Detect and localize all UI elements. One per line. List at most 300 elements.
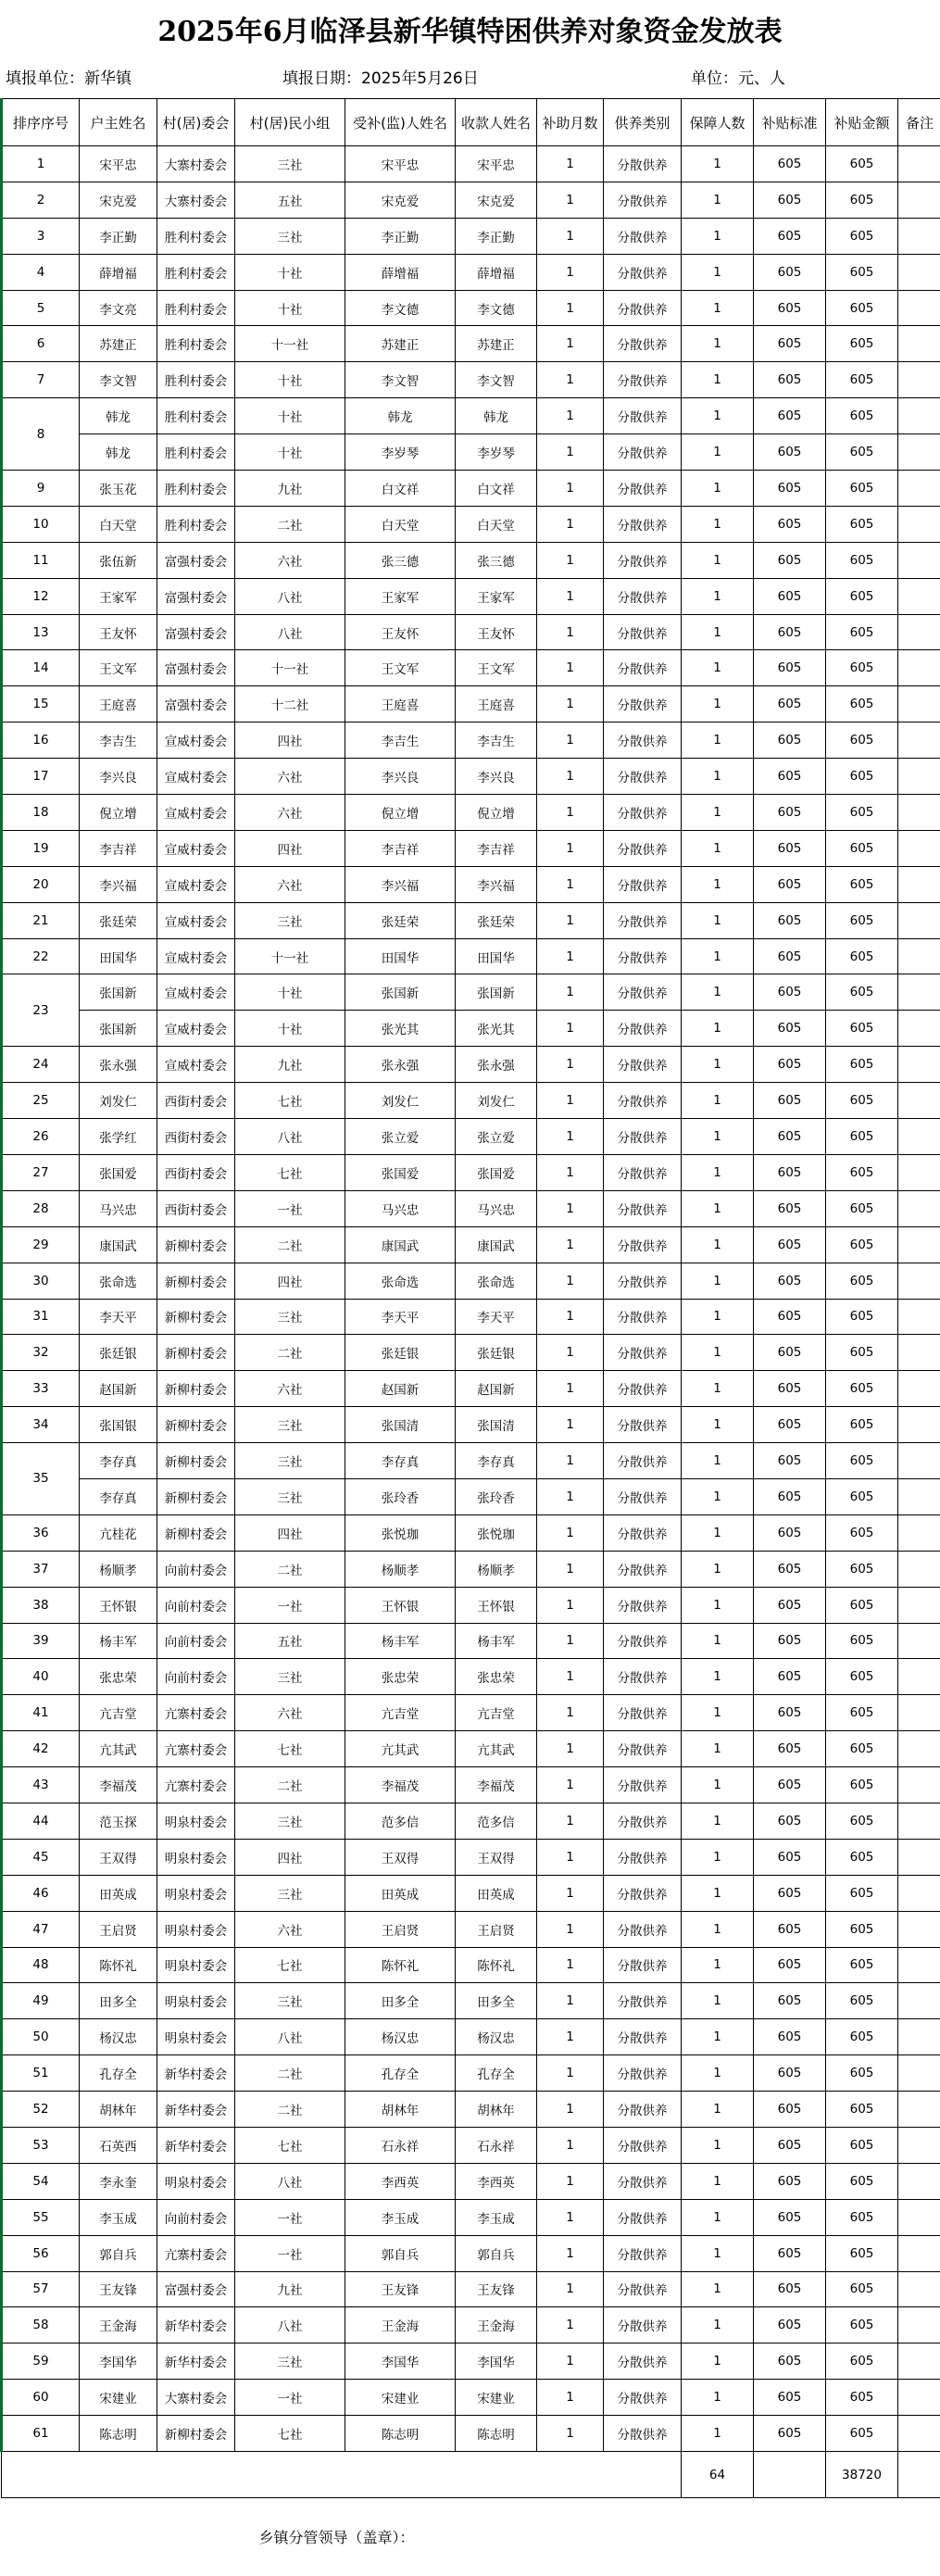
- recipient-cell: 李兴良: [345, 759, 456, 795]
- household-head-cell: 王家军: [80, 578, 157, 614]
- type-cell: 分散供养: [604, 2055, 682, 2092]
- recipient-cell: 张国清: [345, 1407, 456, 1443]
- amount-cell: 605: [826, 182, 898, 218]
- group-cell: 三社: [235, 1407, 345, 1443]
- note-cell: [898, 1514, 940, 1551]
- table-row: [2, 2307, 940, 2344]
- standard-cell: 605: [754, 1767, 826, 1803]
- type-cell: 分散供养: [604, 1514, 682, 1551]
- village-cell: 明泉村委会: [157, 1803, 235, 1839]
- table-row: [2, 1443, 940, 1479]
- type-cell: 分散供养: [604, 1011, 682, 1047]
- row-number-cell: 55: [2, 2199, 80, 2235]
- standard-cell: 605: [754, 1659, 826, 1695]
- type-cell: 分散供养: [604, 2416, 682, 2452]
- group-cell: 六社: [235, 1371, 345, 1407]
- standard-cell: 605: [754, 686, 826, 723]
- group-cell: 一社: [235, 2380, 345, 2416]
- payee-cell: 杨汉忠: [456, 2019, 537, 2055]
- group-cell: 五社: [235, 1623, 345, 1659]
- group-cell: 六社: [235, 1911, 345, 1947]
- standard-cell: 605: [754, 974, 826, 1011]
- amount-cell: 605: [826, 1119, 898, 1155]
- village-cell: 亢寨村委会: [157, 1731, 235, 1767]
- row-number-cell: 42: [2, 1731, 80, 1767]
- type-cell: 分散供养: [604, 1263, 682, 1299]
- payee-cell: 张廷荣: [456, 902, 537, 938]
- row-number-cell: 37: [2, 1551, 80, 1587]
- village-cell: 胜利村委会: [157, 254, 235, 290]
- recipient-cell: 李西英: [345, 2163, 456, 2199]
- note-cell: [898, 1587, 940, 1623]
- months-cell: 1: [537, 290, 604, 326]
- group-cell: 四社: [235, 1514, 345, 1551]
- payee-cell: 王双得: [456, 1839, 537, 1875]
- row-number-cell: 45: [2, 1839, 80, 1875]
- row-number-cell: 58: [2, 2307, 80, 2344]
- village-cell: 西街村委会: [157, 1119, 235, 1155]
- group-cell: 二社: [235, 2055, 345, 2092]
- standard-cell: 605: [754, 2416, 826, 2452]
- amount-cell: 605: [826, 1335, 898, 1371]
- note-cell: [898, 1911, 940, 1947]
- persons-cell: 1: [682, 2344, 754, 2380]
- note-cell: [898, 1875, 940, 1911]
- group-cell: 三社: [235, 1478, 345, 1514]
- note-cell: [898, 434, 940, 471]
- recipient-cell: 张光其: [345, 1011, 456, 1047]
- row-number-cell: 40: [2, 1659, 80, 1695]
- type-cell: 分散供养: [604, 1478, 682, 1514]
- standard-cell: 605: [754, 2344, 826, 2380]
- household-head-cell: 张永强: [80, 1047, 157, 1083]
- payee-cell: 亢其武: [456, 1731, 537, 1767]
- note-cell: [898, 795, 940, 831]
- household-head-cell: 韩龙: [80, 434, 157, 471]
- amount-cell: 605: [826, 1623, 898, 1659]
- payee-cell: 赵国新: [456, 1371, 537, 1407]
- note-cell: [898, 362, 940, 398]
- type-cell: 分散供养: [604, 1047, 682, 1083]
- household-head-cell: 张国爱: [80, 1154, 157, 1190]
- standard-cell: 605: [754, 2235, 826, 2271]
- household-head-cell: 胡林年: [80, 2092, 157, 2128]
- household-head-cell: 马兴忠: [80, 1190, 157, 1226]
- group-cell: 八社: [235, 1119, 345, 1155]
- months-cell: 1: [537, 2416, 604, 2452]
- amount-cell: 605: [826, 1011, 898, 1047]
- row-number-cell: 6: [2, 326, 80, 362]
- type-cell: 分散供养: [604, 1371, 682, 1407]
- table-row: [2, 2271, 940, 2307]
- table-row: [2, 362, 940, 398]
- months-cell: 1: [537, 146, 604, 182]
- months-cell: 1: [537, 2199, 604, 2235]
- standard-cell: 605: [754, 1083, 826, 1119]
- amount-cell: 605: [826, 1803, 898, 1839]
- amount-cell: 605: [826, 686, 898, 723]
- payee-cell: 韩龙: [456, 398, 537, 434]
- note-cell: [898, 2380, 940, 2416]
- recipient-cell: 王启贤: [345, 1911, 456, 1947]
- recipient-cell: 杨丰军: [345, 1623, 456, 1659]
- currency-unit: 单位：元、人: [691, 61, 785, 96]
- standard-cell: 605: [754, 1587, 826, 1623]
- months-cell: 1: [537, 542, 604, 578]
- total-amount: 38720: [826, 2452, 898, 2498]
- household-head-cell: 王启贤: [80, 1911, 157, 1947]
- table-row: [2, 1047, 940, 1083]
- type-cell: 分散供养: [604, 759, 682, 795]
- payee-cell: 康国武: [456, 1226, 537, 1263]
- payee-cell: 白文祥: [456, 471, 537, 507]
- household-head-cell: 李文亮: [80, 290, 157, 326]
- standard-cell: 605: [754, 434, 826, 471]
- standard-cell: 605: [754, 1263, 826, 1299]
- recipient-cell: 刘发仁: [345, 1083, 456, 1119]
- note-cell: [898, 1695, 940, 1731]
- amount-cell: 605: [826, 2344, 898, 2380]
- persons-cell: 1: [682, 1478, 754, 1514]
- recipient-cell: 李存真: [345, 1443, 456, 1479]
- total-row: [2, 2452, 940, 2498]
- amount-cell: 605: [826, 902, 898, 938]
- persons-cell: 1: [682, 1695, 754, 1731]
- table-row: [2, 1299, 940, 1335]
- group-cell: 八社: [235, 2019, 345, 2055]
- type-cell: 分散供养: [604, 471, 682, 507]
- amount-cell: 605: [826, 1226, 898, 1263]
- row-number-cell: 11: [2, 542, 80, 578]
- persons-cell: 1: [682, 2199, 754, 2235]
- type-cell: 分散供养: [604, 290, 682, 326]
- row-number-cell: 24: [2, 1047, 80, 1083]
- group-cell: 十社: [235, 290, 345, 326]
- type-cell: 分散供养: [604, 2199, 682, 2235]
- group-cell: 一社: [235, 1190, 345, 1226]
- recipient-cell: 李正勤: [345, 218, 456, 254]
- persons-cell: 1: [682, 1659, 754, 1695]
- household-head-cell: 王怀银: [80, 1587, 157, 1623]
- recipient-cell: 田英成: [345, 1875, 456, 1911]
- group-cell: 三社: [235, 1983, 345, 2019]
- row-number-cell: 28: [2, 1190, 80, 1226]
- table-row: [2, 326, 940, 362]
- household-head-cell: 田英成: [80, 1875, 157, 1911]
- note-cell: [898, 1154, 940, 1190]
- note-cell: [898, 146, 940, 182]
- persons-cell: 1: [682, 1226, 754, 1263]
- group-cell: 一社: [235, 2199, 345, 2235]
- type-cell: 分散供养: [604, 506, 682, 542]
- persons-cell: 1: [682, 1263, 754, 1299]
- table-row: [2, 1875, 940, 1911]
- table-row: [2, 1731, 940, 1767]
- note-cell: [898, 542, 940, 578]
- table-row: [2, 1011, 940, 1047]
- row-number-cell: 16: [2, 723, 80, 759]
- row-number-cell: 3: [2, 218, 80, 254]
- note-cell: [898, 326, 940, 362]
- note-cell: [898, 1947, 940, 1983]
- type-cell: 分散供养: [604, 2344, 682, 2380]
- table-header: [2, 99, 940, 146]
- note-cell: [898, 1767, 940, 1803]
- table-row: [2, 1083, 940, 1119]
- table-row: [2, 218, 940, 254]
- household-head-cell: 李国华: [80, 2344, 157, 2380]
- household-head-cell: 刘发仁: [80, 1083, 157, 1119]
- standard-cell: 605: [754, 1443, 826, 1479]
- standard-cell: 605: [754, 254, 826, 290]
- note-cell: [898, 471, 940, 507]
- type-cell: 分散供养: [604, 866, 682, 902]
- standard-cell: 605: [754, 1983, 826, 2019]
- standard-cell: 605: [754, 614, 826, 650]
- row-number-cell: 52: [2, 2092, 80, 2128]
- type-cell: 分散供养: [604, 434, 682, 471]
- persons-cell: 1: [682, 542, 754, 578]
- household-head-cell: 康国武: [80, 1226, 157, 1263]
- household-head-cell: 李福茂: [80, 1767, 157, 1803]
- group-cell: 三社: [235, 1803, 345, 1839]
- type-cell: 分散供养: [604, 614, 682, 650]
- group-cell: 十社: [235, 362, 345, 398]
- recipient-cell: 李文德: [345, 290, 456, 326]
- amount-cell: 605: [826, 2163, 898, 2199]
- type-cell: 分散供养: [604, 902, 682, 938]
- household-head-cell: 张国新: [80, 1011, 157, 1047]
- standard-cell: 605: [754, 1551, 826, 1587]
- household-head-cell: 李正勤: [80, 218, 157, 254]
- recipient-cell: 李吉生: [345, 723, 456, 759]
- filing-unit: 填报单位：新华镇: [6, 61, 132, 96]
- household-head-cell: 孔存全: [80, 2055, 157, 2092]
- standard-cell: 605: [754, 1154, 826, 1190]
- note-cell: [898, 2307, 940, 2344]
- amount-cell: 605: [826, 218, 898, 254]
- column-header: 备注: [898, 99, 940, 146]
- amount-cell: 605: [826, 1263, 898, 1299]
- household-head-cell: 倪立增: [80, 795, 157, 831]
- months-cell: 1: [537, 1875, 604, 1911]
- payee-cell: 王友锋: [456, 2271, 537, 2307]
- note-cell: [898, 2092, 940, 2128]
- table-row: [2, 830, 940, 866]
- group-cell: 五社: [235, 182, 345, 218]
- persons-cell: 1: [682, 650, 754, 686]
- type-cell: 分散供养: [604, 1083, 682, 1119]
- standard-cell: 605: [754, 1731, 826, 1767]
- payee-cell: 王文军: [456, 650, 537, 686]
- amount-cell: 605: [826, 1551, 898, 1587]
- household-head-cell: 亢其武: [80, 1731, 157, 1767]
- amount-cell: 605: [826, 326, 898, 362]
- note-cell: [898, 1983, 940, 2019]
- payee-cell: 李国华: [456, 2344, 537, 2380]
- amount-cell: 605: [826, 1911, 898, 1947]
- note-cell: [898, 254, 940, 290]
- standard-cell: 605: [754, 2380, 826, 2416]
- persons-cell: 1: [682, 2271, 754, 2307]
- persons-cell: 1: [682, 2092, 754, 2128]
- table-row: [2, 1839, 940, 1875]
- type-cell: 分散供养: [604, 182, 682, 218]
- type-cell: 分散供养: [604, 1983, 682, 2019]
- recipient-cell: 张廷银: [345, 1335, 456, 1371]
- persons-cell: 1: [682, 1947, 754, 1983]
- months-cell: 1: [537, 434, 604, 471]
- group-cell: 三社: [235, 1443, 345, 1479]
- amount-cell: 605: [826, 1443, 898, 1479]
- household-head-cell: 李天平: [80, 1299, 157, 1335]
- months-cell: 1: [537, 2380, 604, 2416]
- household-head-cell: 李兴良: [80, 759, 157, 795]
- village-cell: 新华村委会: [157, 2092, 235, 2128]
- amount-cell: 605: [826, 434, 898, 471]
- standard-cell: 605: [754, 650, 826, 686]
- household-head-cell: 王友锋: [80, 2271, 157, 2307]
- payee-cell: 李吉生: [456, 723, 537, 759]
- type-cell: 分散供养: [604, 1911, 682, 1947]
- table-row: [2, 1767, 940, 1803]
- page-title: 2025年6月临泽县新华镇特困供养对象资金发放表: [0, 9, 940, 56]
- standard-cell: 605: [754, 830, 826, 866]
- table-row: [2, 578, 940, 614]
- row-number-cell: 25: [2, 1083, 80, 1119]
- amount-cell: 605: [826, 542, 898, 578]
- note-cell: [898, 974, 940, 1011]
- amount-cell: 605: [826, 650, 898, 686]
- months-cell: 1: [537, 974, 604, 1011]
- persons-cell: 1: [682, 1371, 754, 1407]
- months-cell: 1: [537, 1695, 604, 1731]
- months-cell: 1: [537, 1551, 604, 1587]
- note-cell: [898, 1263, 940, 1299]
- recipient-cell: 孔存全: [345, 2055, 456, 2092]
- standard-cell: 605: [754, 2163, 826, 2199]
- village-cell: 新柳村委会: [157, 1478, 235, 1514]
- standard-cell: 605: [754, 1299, 826, 1335]
- table-row: [2, 1587, 940, 1623]
- group-cell: 三社: [235, 1299, 345, 1335]
- household-head-cell: 李永奎: [80, 2163, 157, 2199]
- amount-cell: 605: [826, 795, 898, 831]
- group-cell: 二社: [235, 1767, 345, 1803]
- note-cell: [898, 650, 940, 686]
- table-row: [2, 290, 940, 326]
- column-header: 供养类别: [604, 99, 682, 146]
- village-cell: 宣威村委会: [157, 938, 235, 974]
- months-cell: 1: [537, 1731, 604, 1767]
- group-cell: 七社: [235, 2416, 345, 2452]
- household-head-cell: 张国新: [80, 974, 157, 1011]
- persons-cell: 1: [682, 362, 754, 398]
- amount-cell: 605: [826, 2019, 898, 2055]
- payee-cell: 白天堂: [456, 506, 537, 542]
- type-cell: 分散供养: [604, 1767, 682, 1803]
- village-cell: 新华村委会: [157, 2127, 235, 2163]
- standard-cell: 605: [754, 146, 826, 182]
- persons-cell: 1: [682, 218, 754, 254]
- household-head-cell: 韩龙: [80, 398, 157, 434]
- months-cell: 1: [537, 2271, 604, 2307]
- type-cell: 分散供养: [604, 830, 682, 866]
- recipient-cell: 张忠荣: [345, 1659, 456, 1695]
- payee-cell: 李天平: [456, 1299, 537, 1335]
- note-cell: [898, 218, 940, 254]
- type-cell: 分散供养: [604, 1875, 682, 1911]
- payee-cell: 胡林年: [456, 2092, 537, 2128]
- amount-cell: 605: [826, 1083, 898, 1119]
- recipient-cell: 李玉成: [345, 2199, 456, 2235]
- recipient-cell: 亢吉堂: [345, 1695, 456, 1731]
- standard-cell: 605: [754, 1335, 826, 1371]
- table-row: [2, 614, 940, 650]
- recipient-cell: 薛增福: [345, 254, 456, 290]
- village-cell: 新柳村委会: [157, 1443, 235, 1479]
- village-cell: 亢寨村委会: [157, 1695, 235, 1731]
- note-cell: [898, 1011, 940, 1047]
- row-number-cell: 27: [2, 1154, 80, 1190]
- recipient-cell: 张立爱: [345, 1119, 456, 1155]
- village-cell: 西街村委会: [157, 1154, 235, 1190]
- group-cell: 十一社: [235, 650, 345, 686]
- village-cell: 宣威村委会: [157, 866, 235, 902]
- persons-cell: 1: [682, 938, 754, 974]
- months-cell: 1: [537, 686, 604, 723]
- note-cell: [898, 902, 940, 938]
- household-head-cell: 杨顺孝: [80, 1551, 157, 1587]
- village-cell: 西街村委会: [157, 1190, 235, 1226]
- note-cell: [898, 1226, 940, 1263]
- table-row: [2, 1623, 940, 1659]
- village-cell: 新柳村委会: [157, 1299, 235, 1335]
- persons-cell: 1: [682, 1731, 754, 1767]
- amount-cell: 605: [826, 2199, 898, 2235]
- persons-cell: 1: [682, 1335, 754, 1371]
- type-cell: 分散供养: [604, 1299, 682, 1335]
- months-cell: 1: [537, 759, 604, 795]
- group-cell: 一社: [235, 2235, 345, 2271]
- type-cell: 分散供养: [604, 1335, 682, 1371]
- village-cell: 富强村委会: [157, 686, 235, 723]
- group-cell: 十二社: [235, 686, 345, 723]
- row-number-cell: 33: [2, 1371, 80, 1407]
- amount-cell: 605: [826, 1047, 898, 1083]
- village-cell: 向前村委会: [157, 1551, 235, 1587]
- type-cell: 分散供养: [604, 1947, 682, 1983]
- persons-cell: 1: [682, 2055, 754, 2092]
- group-cell: 二社: [235, 2092, 345, 2128]
- group-cell: 九社: [235, 2271, 345, 2307]
- payee-cell: 李西英: [456, 2163, 537, 2199]
- table-row: [2, 146, 940, 182]
- persons-cell: 1: [682, 398, 754, 434]
- months-cell: 1: [537, 614, 604, 650]
- column-header: 排序序号: [2, 99, 80, 146]
- persons-cell: 1: [682, 795, 754, 831]
- village-cell: 富强村委会: [157, 614, 235, 650]
- persons-cell: 1: [682, 1587, 754, 1623]
- note-cell: [898, 2127, 940, 2163]
- type-cell: 分散供养: [604, 2235, 682, 2271]
- table-row: [2, 471, 940, 507]
- row-number-cell: 8: [2, 398, 80, 471]
- village-cell: 胜利村委会: [157, 362, 235, 398]
- standard-cell: 605: [754, 1623, 826, 1659]
- payee-cell: 张立爱: [456, 1119, 537, 1155]
